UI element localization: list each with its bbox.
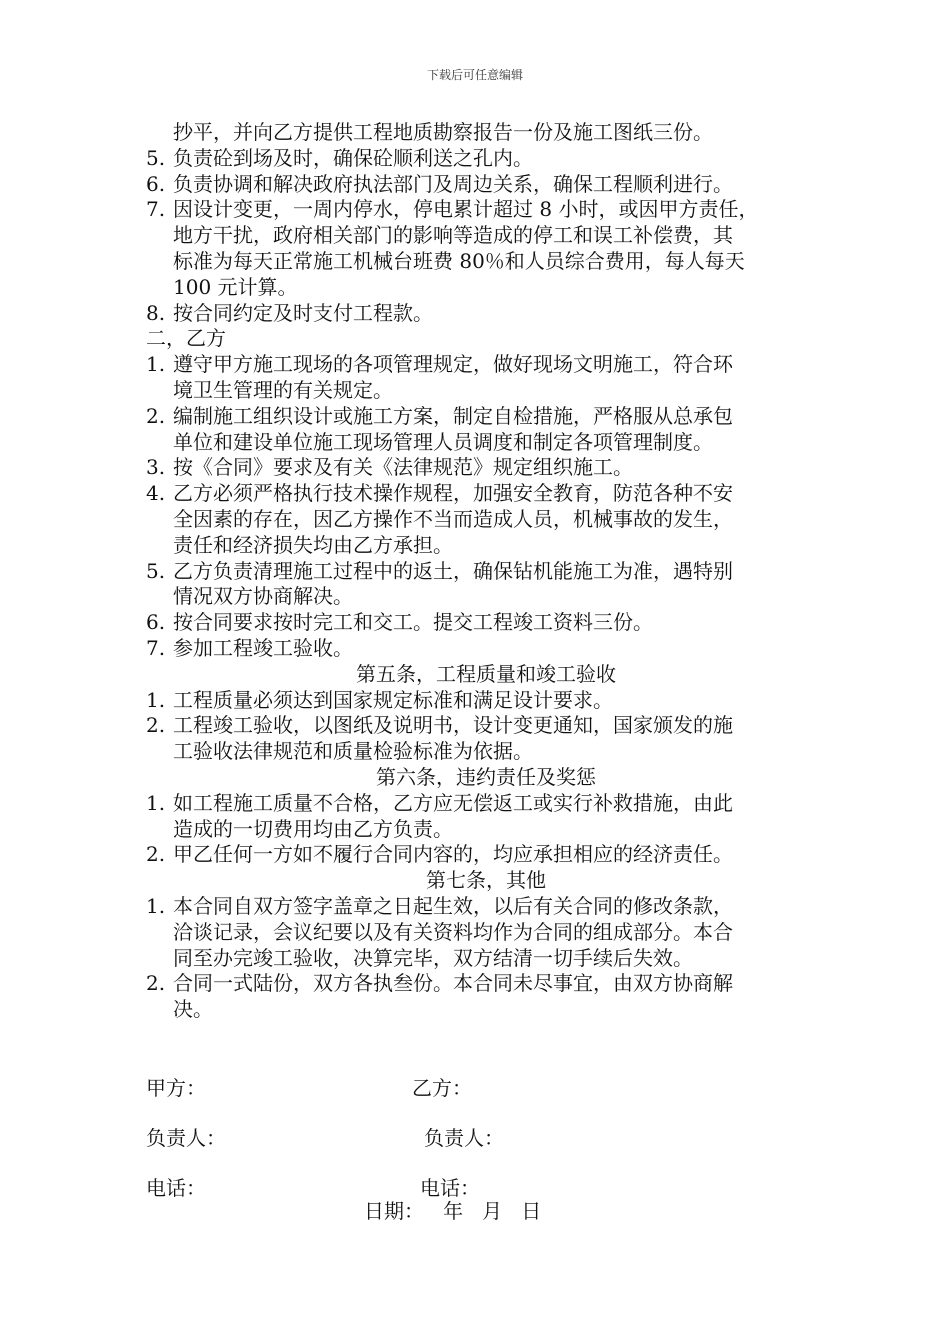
item-number: 3. [146,455,166,480]
article-heading: 第六条，违约责任及奖惩 [376,764,596,789]
item-text [173,352,826,404]
item-text-line: 地方干扰，政府相关部门的影响等造成的停工和误工补偿费，其 [173,223,733,248]
list-item [146,688,826,714]
list-item [146,146,826,172]
list-item [146,404,826,456]
item-text-line: 单位和建设单位施工现场管理人员调度和制定各项管理制度。 [173,429,713,454]
list-item [146,481,826,558]
item-text-line: 合同一式陆份，双方各执叁份。本合同未尽事宜，由双方协商解 [173,971,733,996]
item-number: 2. [146,403,166,428]
section-heading: 二，乙方 [146,326,226,351]
item-text [173,894,826,971]
list-item [146,636,826,662]
item-text-line: 本合同自双方签字盖章之日起生效，以后有关合同的修改条款， [173,893,733,918]
item-text [173,404,826,456]
item-text: 负责砼到场及时，确保砼顺利送之孔内。 [173,145,533,170]
contract-body [146,120,826,1023]
item-text: 按合同约定及时支付工程款。 [173,300,433,325]
party-b-label: 乙方： [412,1076,472,1100]
item-number: 5. [146,558,166,583]
item-text: 负责协调和解决政府执法部门及周边关系，确保工程顺利进行。 [173,171,733,196]
item-text [173,481,826,558]
item-number: 2. [146,713,166,738]
item-text-line: 因设计变更，一周内停水，停电累计超过 8 小时，或因甲方责任， [173,197,759,222]
list-item [146,971,826,1023]
item-number: 7. [146,197,166,222]
list-item [146,610,826,636]
item-text: 甲乙任何一方如不履行合同内容的，均应承担相应的经济责任。 [173,842,733,867]
item-number: 7. [146,635,166,660]
item-number: 2. [146,842,166,867]
item-number: 8. [146,300,166,325]
list-item [146,197,826,300]
item-number: 2. [146,971,166,996]
item-text: 按《合同》要求及有关《法律规范》规定组织施工。 [173,455,633,480]
item-number: 6. [146,171,166,196]
article-heading: 第七条，其他 [426,868,546,893]
item-number: 6. [146,610,166,635]
item-text-line: 全因素的存在，因乙方操作不当而造成人员，机械事故的发生， [173,506,733,531]
item-number: 1. [146,352,166,377]
list-item [146,791,826,843]
item-text-line: 决。 [173,997,213,1022]
item-text-line: 工验收法律规范和质量检验标准为依据。 [173,739,533,764]
item-text-line: 乙方必须严格执行技术操作规程，加强安全教育，防范各种不安 [173,481,733,506]
list-item [146,894,826,971]
party-a-label: 甲方： [146,1076,206,1100]
person-in-charge-a-label: 负责人： [146,1126,226,1150]
item-text-line: 遵守甲方施工现场的各项管理规定，做好现场文明施工，符合环 [173,352,733,377]
item-text-line: 造成的一切费用均由乙方负责。 [173,816,453,841]
phone-b-label: 电话： [420,1176,480,1200]
item-text-line: 洽谈记录，会议纪要以及有关资料均作为合同的组成部分。本合 [173,919,733,944]
list-item [146,172,826,198]
item-text: 参加工程竣工验收。 [173,635,353,660]
item-number: 1. [146,687,166,712]
item-text-line: 工程竣工验收，以图纸及说明书，设计变更通知，国家颁发的施 [173,713,733,738]
phone-a-label: 电话： [146,1176,206,1200]
item-number: 1. [146,893,166,918]
page-header: 下载后可任意编辑 [426,68,523,82]
item-text: 按合同要求按时完工和交工。提交工程竣工资料三份。 [173,610,653,635]
item-text-line: 责任和经济损失均由乙方承担。 [173,532,453,557]
item-number: 5. [146,145,166,170]
date-label: 日期： 年 月 日 [364,1199,542,1223]
item-text [173,791,826,843]
item-text-line: 如工程施工质量不合格，乙方应无偿返工或实行补救措施，由此 [173,790,733,815]
item-text-line: 100 元计算。 [173,274,298,299]
item-number: 1. [146,790,166,815]
list-item [146,713,826,765]
list-item [146,455,826,481]
item-text-line: 标准为每天正常施工机械台班费 80％和人员综合费用，每人每天 [173,248,745,273]
list-item [146,301,826,327]
person-in-charge-b-label: 负责人： [424,1126,504,1150]
list-item [146,559,826,611]
list-item [146,842,826,868]
item-text-line: 同至办完竣工验收，决算完毕，双方结清一切手续后失效。 [173,945,693,970]
item-text [173,971,826,1023]
continued-line: 抄平，并向乙方提供工程地质勘察报告一份及施工图纸三份。 [173,120,713,144]
item-text-line: 情况双方协商解决。 [173,584,353,609]
item-text-line: 编制施工组织设计或施工方案，制定自检措施，严格服从总承包 [173,403,733,428]
item-text: 工程质量必须达到国家规定标准和满足设计要求。 [173,687,613,712]
item-text-line: 乙方负责清理施工过程中的返土，确保钻机能施工为准，遇特别 [173,558,733,583]
item-text [173,559,826,611]
item-text-line: 境卫生管理的有关规定。 [173,377,393,402]
list-item [146,352,826,404]
item-number: 4. [146,481,166,506]
article-heading: 第五条，工程质量和竣工验收 [356,661,616,686]
item-text [173,197,826,300]
item-text [173,713,826,765]
